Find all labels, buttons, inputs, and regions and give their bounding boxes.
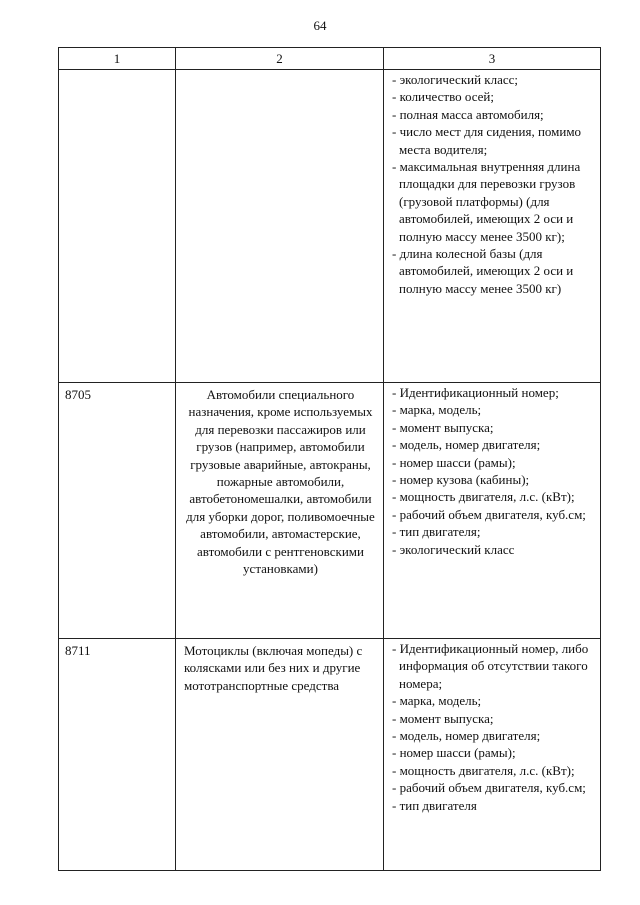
attribute-item: - момент выпуска;: [392, 419, 494, 435]
attribute-item: - экологический класс: [392, 541, 515, 557]
column-header-2: 2: [176, 48, 384, 70]
page-number: 64: [313, 18, 327, 33]
attribute-item: - тип двигателя: [392, 797, 477, 813]
description-text: Мотоциклы (включая мопеды) с колясками или без них и другие мототранспортные средства: [184, 643, 363, 693]
document-table: [58, 47, 601, 871]
attributes-cell: [384, 639, 601, 871]
attribute-item: - марка, модель;: [392, 402, 482, 418]
attribute-item: - мощность двигателя, л.с. (кВт);: [392, 489, 575, 505]
table-row-8705: [59, 383, 601, 639]
attribute-list: [392, 71, 596, 297]
attribute-item: - модель, номер двигателя;: [392, 437, 541, 453]
attributes-cell: [384, 70, 601, 383]
attribute-item: - номер кузова (кабины);: [392, 472, 530, 488]
description-cell: [176, 639, 384, 871]
column-header-1: 1: [59, 48, 176, 70]
attributes-cell: [384, 383, 601, 639]
attribute-item: - марка, модель;: [392, 693, 482, 709]
attribute-item: - экологический класс;: [392, 72, 519, 87]
attribute-item: - длина колесной базы (для автомобилей, имеющих 2 оси и полную массу менее 3500 кг): [392, 246, 574, 296]
code-cell: [59, 70, 176, 383]
code-cell: 8705: [59, 383, 176, 639]
attribute-item: - полная масса автомобиля;: [392, 106, 544, 122]
attribute-item: - момент выпуска;: [392, 710, 494, 726]
attribute-item: - Идентификационный номер;: [392, 385, 559, 400]
attribute-item: - Идентификационный номер, либо информация об отсутствии такого номера;: [392, 641, 589, 691]
description-cell: [176, 70, 384, 383]
description-text: Автомобили специального назначения, кроме используемых для перевозки пассажиров или грузов (например, автомобили грузовые аварийные, автокраны, пожарные автомобили, автобетономешалки, автомобили для уборки дорог, поливомоечные автомобили, автомастерские, автомобили с рентгеновскими установками): [186, 387, 375, 577]
attribute-item: - модель, номер двигателя;: [392, 728, 541, 744]
table-row-8711: [59, 639, 601, 871]
attribute-item: - количество осей;: [392, 89, 494, 105]
attribute-item: - рабочий объем двигателя, куб.см;: [392, 780, 586, 796]
description-cell: [176, 383, 384, 639]
attribute-item: - номер шасси (рамы);: [392, 745, 516, 761]
attribute-list: [392, 640, 596, 814]
attribute-list: [392, 384, 596, 558]
column-header-3: 3: [384, 48, 601, 70]
attribute-item: - номер шасси (рамы);: [392, 454, 516, 470]
attribute-item: - максимальная внутренняя длина площадки для перевозки грузов (грузовой платформы) (для автомобилей, имеющих 2 оси и полную массу менее 3500 кг);: [392, 159, 581, 244]
code-cell: 8711: [59, 639, 176, 871]
table-row-continuation: [59, 70, 601, 383]
attribute-item: - мощность двигателя, л.с. (кВт);: [392, 762, 575, 778]
attribute-item: - рабочий объем двигателя, куб.см;: [392, 506, 586, 522]
table-header-row: [59, 48, 601, 70]
attribute-item: - число мест для сидения, помимо места водителя;: [392, 124, 582, 157]
attribute-item: - тип двигателя;: [392, 524, 481, 540]
